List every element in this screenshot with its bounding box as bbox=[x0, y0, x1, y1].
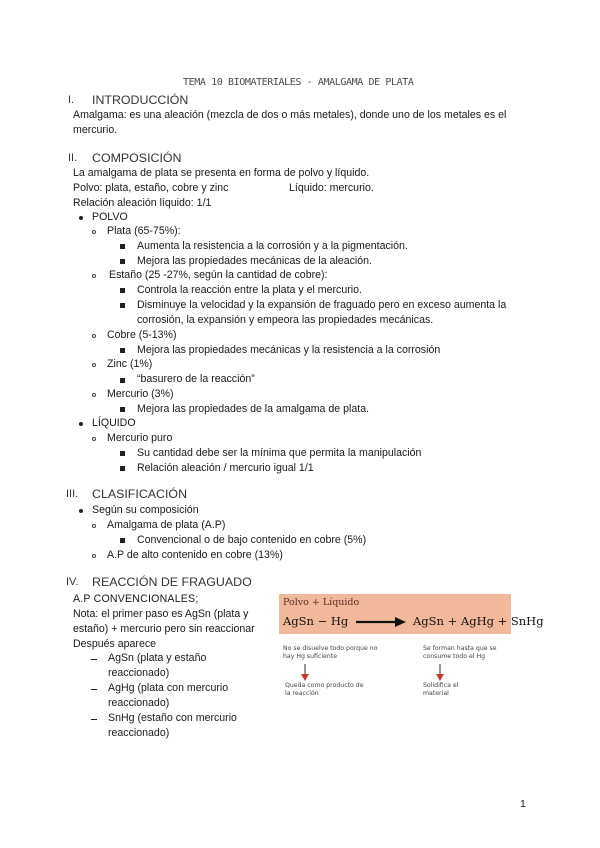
product-snhg-1: SnHg (estaño con mercurio bbox=[108, 712, 237, 724]
reaction-reactants: AgSn − Hg bbox=[283, 614, 349, 628]
section-2-heading: COMPOSICIÓN bbox=[92, 151, 182, 165]
bullet-circle bbox=[92, 230, 96, 234]
bullet-dot bbox=[79, 422, 83, 426]
cobre-detail-1: Mejora las propiedades mecánicas y la resistencia a la corrosión bbox=[137, 344, 441, 356]
bullet-square bbox=[120, 244, 125, 249]
bullet-square bbox=[120, 303, 125, 308]
product-snhg-2: reaccionado) bbox=[108, 727, 170, 739]
reaction-arrow-icon bbox=[355, 616, 407, 628]
section-1-number: I. bbox=[68, 94, 75, 106]
zinc-item: Zinc (1%) bbox=[107, 358, 153, 370]
note-solidifica-2: material bbox=[423, 690, 449, 697]
section-4-number: IV. bbox=[66, 576, 79, 588]
intro-line-2: mercurio. bbox=[73, 124, 118, 136]
down-arrow-icon bbox=[435, 664, 445, 682]
mercurio-puro-item: Mercurio puro bbox=[107, 432, 173, 444]
bullet-square bbox=[120, 378, 125, 383]
section-3-number: III. bbox=[66, 488, 79, 500]
alto-cobre-item: A.P de alto contenido en cobre (13%) bbox=[107, 549, 283, 561]
clasificacion-criterio: Según su composición bbox=[92, 504, 199, 516]
composition-polvo: Polvo: plata, estaño, cobre y zinc bbox=[73, 182, 229, 194]
bullet-square bbox=[120, 259, 125, 264]
bullet-dash bbox=[91, 659, 97, 660]
plata-detail-1: Aumenta la resistencia a la corrosión y a la pigmentación. bbox=[137, 240, 408, 252]
product-aghg-1: AgHg (plata con mercurio bbox=[108, 682, 229, 694]
mercurio-puro-detail-2: Relación aleación / mercurio igual 1/1 bbox=[137, 462, 314, 474]
estano-item: Estaño (25 -27%, según la cantidad de cobre): bbox=[109, 269, 328, 281]
bullet-dot bbox=[79, 509, 83, 513]
bullet-circle bbox=[92, 274, 96, 278]
section-2-number: II. bbox=[68, 152, 78, 164]
mercurio-puro-detail-1: Su cantidad debe ser la mínima que permita la manipulación bbox=[137, 447, 422, 459]
despues-aparece: Después aparece bbox=[73, 638, 157, 650]
composition-line-1: La amalgama de plata se presenta en forma de polvo y líquido. bbox=[73, 167, 370, 179]
estano-detail-2b: corrosión, la expansión y empeora las propiedades mecánicas. bbox=[137, 314, 434, 326]
reaction-products: AgSn + AgHg + SnHg bbox=[413, 614, 544, 628]
note-no-se-disuelve-1: No se disuelve todo porque no bbox=[283, 645, 378, 652]
reaction-label: Polvo + Líquido bbox=[283, 597, 360, 608]
intro-line-1: Amalgama: es una aleación (mezcla de dos o más metales), donde uno de los metales es el bbox=[73, 109, 507, 121]
product-agsn-2: reaccionado) bbox=[108, 667, 170, 679]
note-queda-producto-2: la reacción bbox=[285, 690, 319, 697]
bullet-dash bbox=[91, 689, 97, 690]
bullet-square bbox=[120, 407, 125, 412]
zinc-detail-1: “basurero de la reacción” bbox=[137, 373, 255, 385]
liquido-heading: LÍQUIDO bbox=[92, 417, 136, 429]
note-no-se-disuelve-2: hay Hg suficiente bbox=[283, 653, 338, 660]
note-solidifica-1: Solidifica el bbox=[423, 682, 459, 689]
composition-ratio: Relación aleación líquido: 1/1 bbox=[73, 197, 212, 209]
mercurio-detail-1: Mejora las propiedades de la amalgama de plata. bbox=[137, 403, 370, 415]
bullet-square bbox=[120, 538, 125, 543]
convencional-item: Convencional o de bajo contenido en cobre (5%) bbox=[137, 534, 367, 546]
bullet-circle bbox=[92, 334, 96, 338]
bullet-dot bbox=[79, 216, 83, 220]
product-aghg-2: reaccionado) bbox=[108, 697, 170, 709]
convencionales-subheading: A.P CONVENCIONALES; bbox=[73, 593, 199, 605]
down-arrow-icon bbox=[300, 664, 310, 682]
page-number: 1 bbox=[520, 798, 526, 810]
bullet-circle bbox=[92, 363, 96, 367]
cobre-item: Cobre (5-13%) bbox=[107, 329, 177, 341]
plata-item: Plata (65-75%): bbox=[107, 225, 181, 237]
note-queda-producto-1: Queda como producto de bbox=[285, 682, 364, 689]
bullet-square bbox=[120, 348, 125, 353]
bullet-square bbox=[120, 451, 125, 456]
bullet-square bbox=[120, 288, 125, 293]
polvo-heading: POLVO bbox=[92, 211, 128, 223]
note-se-forman-1: Se forman hasta que se bbox=[423, 645, 497, 652]
amalgama-plata-item: Amalgama de plata (A.P) bbox=[107, 519, 226, 531]
bullet-dash bbox=[91, 719, 97, 720]
mercurio-item: Mercurio (3%) bbox=[107, 388, 174, 400]
estano-detail-2a: Disminuye la velocidad y la expansión de fraguado pero en exceso aumenta la bbox=[137, 299, 507, 311]
section-3-heading: CLASIFICACIÓN bbox=[92, 487, 188, 501]
section-1-heading: INTRODUCCIÓN bbox=[92, 93, 189, 107]
bullet-circle bbox=[92, 524, 96, 528]
bullet-circle bbox=[92, 393, 96, 397]
section-4-heading: REACCIÓN DE FRAGUADO bbox=[92, 575, 252, 589]
estano-detail-1: Controla la reacción entre la plata y el mercurio. bbox=[137, 284, 362, 296]
bullet-square bbox=[120, 466, 125, 471]
plata-detail-2: Mejora las propiedades mecánicas de la aleación. bbox=[137, 255, 372, 267]
nota-line-2: estaño) + mercurio pero sin reaccionar bbox=[73, 623, 255, 635]
product-agsn-1: AgSn (plata y estaño bbox=[108, 652, 207, 664]
bullet-circle bbox=[92, 554, 96, 558]
nota-line-1: Nota: el primer paso es AgSn (plata y bbox=[73, 608, 249, 620]
note-se-forman-2: consume todo el Hg bbox=[423, 653, 486, 660]
bullet-circle bbox=[92, 437, 96, 441]
composition-liquido: Líquido: mercurio. bbox=[289, 182, 374, 194]
document-title: TEMA 10 BIOMATERIALES - AMALGAMA DE PLATA bbox=[183, 77, 414, 88]
